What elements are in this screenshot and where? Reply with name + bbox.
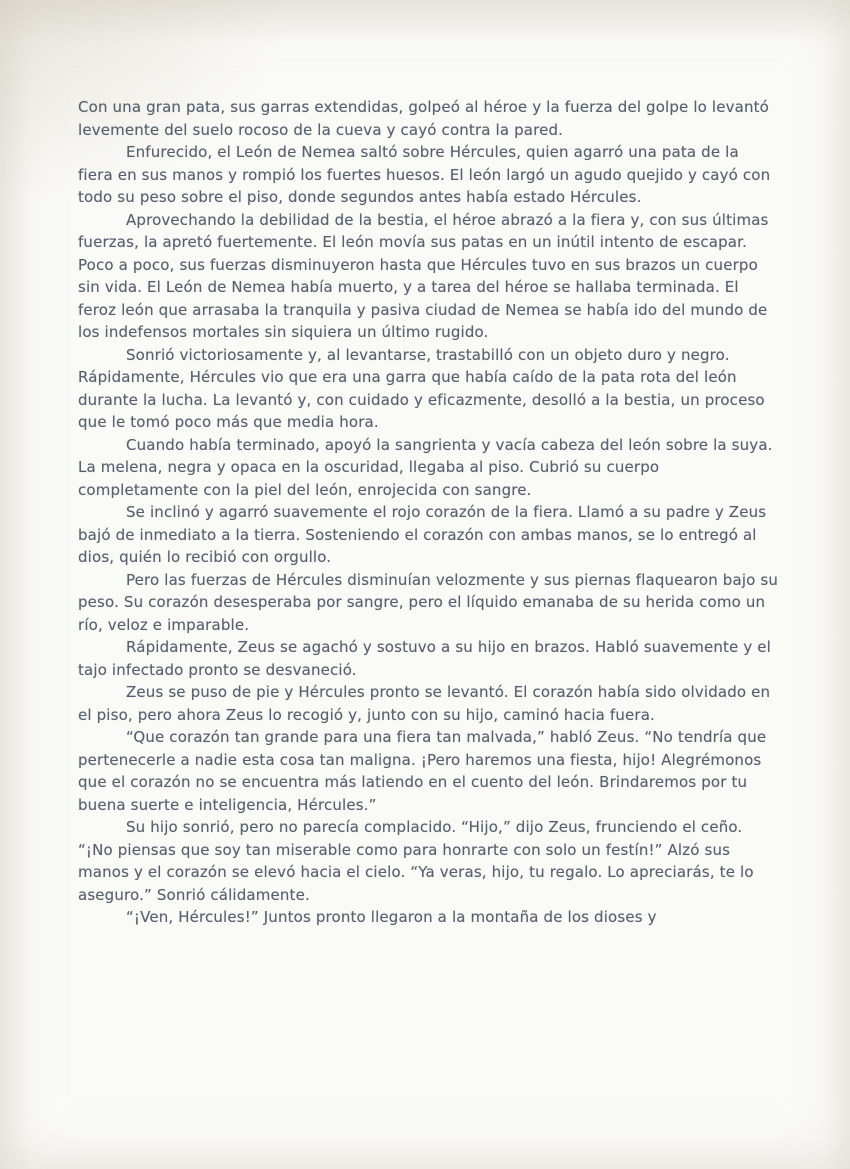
paragraph: Pero las fuerzas de Hércules disminuían velozmente y sus piernas flaquearon bajo su peso. Su corazón desesperaba por sangre, pero el líquido emanaba de su herida como un río, veloz e imparable. [78, 570, 779, 634]
paragraph: Su hijo sonrió, pero no parecía complacido. “Hijo,” dijo Zeus, frunciendo el ceño. “¡No piensas que soy tan miserable como para honrarte con solo un festín!” Alzó sus manos y el corazón se elevó hacia el cielo. “Ya veras, hijo, tu regalo. Lo apreciarás, te lo aseguro.” Sonrió cálidamente. [78, 818, 754, 904]
paragraph: “¡Ven, Hércules!” Juntos pronto llegaron a la montaña de los dioses y [126, 908, 657, 926]
paragraph: Cuando había terminado, apoyó la sangrienta y vacía cabeza del león sobre la suya. La melena, negra y opaca en la oscuridad, llegaba al piso. Cubrió su cuerpo completamente con la piel del león, enrojecida con sangre. [78, 435, 773, 499]
paragraph: Enfurecido, el León de Nemea saltó sobre Hércules, quien agarró una pata de la fiera en sus manos y rompió los fuertes huesos. El león largó un agudo quejido y cayó con todo su peso sobre el piso, donde segundos antes había estado Hércules. [78, 143, 771, 206]
story-text-block [78, 96, 778, 929]
paragraph: Con una gran pata, sus garras extendidas, golpeó al héroe y la fuerza del golpe lo levantó levemente del suelo rocoso de la cueva y cayó contra la pared. [78, 98, 769, 139]
paragraph: Rápidamente, Zeus se agachó y sostuvo a su hijo en brazos. Habló suavemente y el tajo infectado pronto se desvaneció. [78, 638, 771, 679]
paragraph: Zeus se puso de pie y Hércules pronto se levantó. El corazón había sido olvidado en el piso, pero ahora Zeus lo recogió y, junto con su hijo, caminó hacia fuera. [78, 683, 771, 724]
paragraph: “Que corazón tan grande para una fiera tan malvada,” habló Zeus. “No tendría que pertenecerle a nadie esta cosa tan maligna. ¡Pero haremos una fiesta, hijo! Alegrémonos que el corazón no se encuentra más latiendo en el cuento del león. Brindaremos por tu buena suerte e inteligencia, Hércules.” [78, 728, 767, 814]
paragraph: Aprovechando la debilidad de la bestia, el héroe abrazó a la fiera y, con sus últimas fuerzas, la apretó fuertemente. El león movía sus patas en un inútil intento de escapar. Poco a poco, sus fuerzas disminuyeron hasta que Hércules tuvo en sus brazos un cuerpo sin vida. El León de Nemea había muerto, y a tarea del héroe se hallaba terminada. El feroz león que arrasaba la tranquila y pasiva ciudad de Nemea se había ido del mundo de los indefensos mortales sin siquiera un último rugido. [78, 210, 769, 341]
paragraph: Se inclinó y agarró suavemente el rojo corazón de la fiera. Llamó a su padre y Zeus bajó de inmediato a la tierra. Sosteniendo el corazón con ambas manos, se lo entregó al dios, quién lo recibió con orgullo. [78, 503, 767, 566]
paragraph: Sonrió victoriosamente y, al levantarse, trastabilló con un objeto duro y negro. Rápidamente, Hércules vio que era una garra que había caído de la pata rota del león durante la lucha. La levantó y, con cuidado y eficazmente, desolló a la bestia, un proceso que le tomó poco más que media hora. [78, 345, 765, 431]
